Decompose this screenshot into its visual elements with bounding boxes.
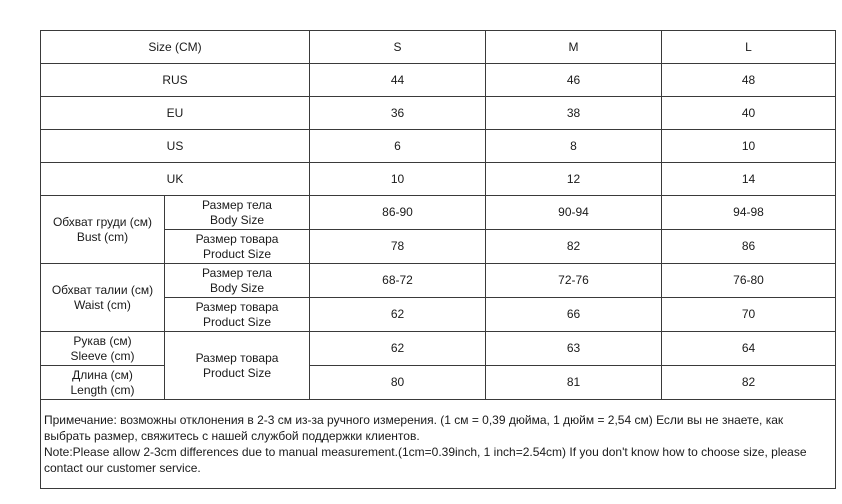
bust-label xyxy=(41,196,165,264)
sleeve-label-en: Sleeve (cm) xyxy=(70,348,135,363)
uk-label: UK xyxy=(41,163,310,196)
rus-s: 44 xyxy=(310,64,486,97)
bust-product-size-label xyxy=(165,230,310,264)
size-chart-table xyxy=(40,30,836,489)
waist-label xyxy=(41,264,165,332)
product-size-label-ru: Размер товара xyxy=(195,299,279,314)
us-row xyxy=(41,130,836,163)
sleeve-length-product-size-label xyxy=(165,332,310,400)
sleeve-m: 63 xyxy=(486,332,662,366)
rus-l: 48 xyxy=(662,64,836,97)
bust-body-s: 86-90 xyxy=(310,196,486,230)
product-size-label-ru: Размер товара xyxy=(195,231,279,246)
eu-label: EU xyxy=(41,97,310,130)
note-row xyxy=(41,400,836,489)
length-label xyxy=(41,366,165,400)
us-l: 10 xyxy=(662,130,836,163)
body-size-label-en: Body Size xyxy=(209,280,265,295)
uk-l: 14 xyxy=(662,163,836,196)
waist-body-s: 68-72 xyxy=(310,264,486,298)
uk-m: 12 xyxy=(486,163,662,196)
product-size-label-ru: Размер товара xyxy=(195,350,279,365)
bust-body-l: 94-98 xyxy=(662,196,836,230)
waist-product-l: 70 xyxy=(662,298,836,332)
body-size-label-ru: Размер тела xyxy=(202,197,272,212)
waist-body-row xyxy=(41,264,836,298)
length-s: 80 xyxy=(310,366,486,400)
rus-m: 46 xyxy=(486,64,662,97)
waist-body-m: 72-76 xyxy=(486,264,662,298)
waist-product-s: 62 xyxy=(310,298,486,332)
waist-body-l: 76-80 xyxy=(662,264,836,298)
note-en: Note:Please allow 2-3cm differences due to manual measurement.(1cm=0.39inch, 1 inch=2.54cm) If you don't know how to choose size, please contact our customer service. xyxy=(44,445,807,475)
length-label-en: Length (cm) xyxy=(70,382,135,397)
uk-row xyxy=(41,163,836,196)
bust-product-s: 78 xyxy=(310,230,486,264)
sleeve-label xyxy=(41,332,165,366)
bust-product-m: 82 xyxy=(486,230,662,264)
header-row xyxy=(41,31,836,64)
length-row xyxy=(41,366,836,400)
bust-body-size-label xyxy=(165,196,310,230)
bust-label-en: Bust (cm) xyxy=(76,229,129,244)
size-header-label: Size (CM) xyxy=(41,31,310,64)
us-s: 6 xyxy=(310,130,486,163)
waist-product-m: 66 xyxy=(486,298,662,332)
rus-label: RUS xyxy=(41,64,310,97)
note-ru: Примечание: возможны отклонения в 2-3 см из-за ручного измерения. (1 см = 0,39 дюйма, 1 дюйм = 2,54 см) Если вы не знаете, как выбрать размер, свяжитесь с нашей службой поддержки клиентов. xyxy=(44,413,784,443)
uk-s: 10 xyxy=(310,163,486,196)
sleeve-s: 62 xyxy=(310,332,486,366)
eu-m: 38 xyxy=(486,97,662,130)
sleeve-label-ru: Рукав (см) xyxy=(73,333,132,348)
bust-body-row xyxy=(41,196,836,230)
bust-body-m: 90-94 xyxy=(486,196,662,230)
bust-label-ru: Обхват груди (см) xyxy=(52,214,153,229)
length-l: 82 xyxy=(662,366,836,400)
body-size-label-en: Body Size xyxy=(209,212,265,227)
length-label-ru: Длина (см) xyxy=(72,367,133,382)
size-m-header: M xyxy=(486,31,662,64)
eu-l: 40 xyxy=(662,97,836,130)
rus-row xyxy=(41,64,836,97)
product-size-label-en: Product Size xyxy=(202,365,272,380)
body-size-label-ru: Размер тела xyxy=(202,265,272,280)
eu-s: 36 xyxy=(310,97,486,130)
us-label: US xyxy=(41,130,310,163)
waist-label-en: Waist (cm) xyxy=(74,297,131,312)
size-s-header: S xyxy=(310,31,486,64)
product-size-label-en: Product Size xyxy=(202,246,272,261)
size-l-header: L xyxy=(662,31,836,64)
waist-body-size-label xyxy=(165,264,310,298)
eu-row xyxy=(41,97,836,130)
bust-product-l: 86 xyxy=(662,230,836,264)
sleeve-l: 64 xyxy=(662,332,836,366)
waist-product-size-label xyxy=(165,298,310,332)
product-size-label-en: Product Size xyxy=(202,314,272,329)
length-m: 81 xyxy=(486,366,662,400)
note-cell xyxy=(41,400,836,489)
us-m: 8 xyxy=(486,130,662,163)
sleeve-row xyxy=(41,332,836,366)
waist-label-ru: Обхват талии (см) xyxy=(51,282,154,297)
